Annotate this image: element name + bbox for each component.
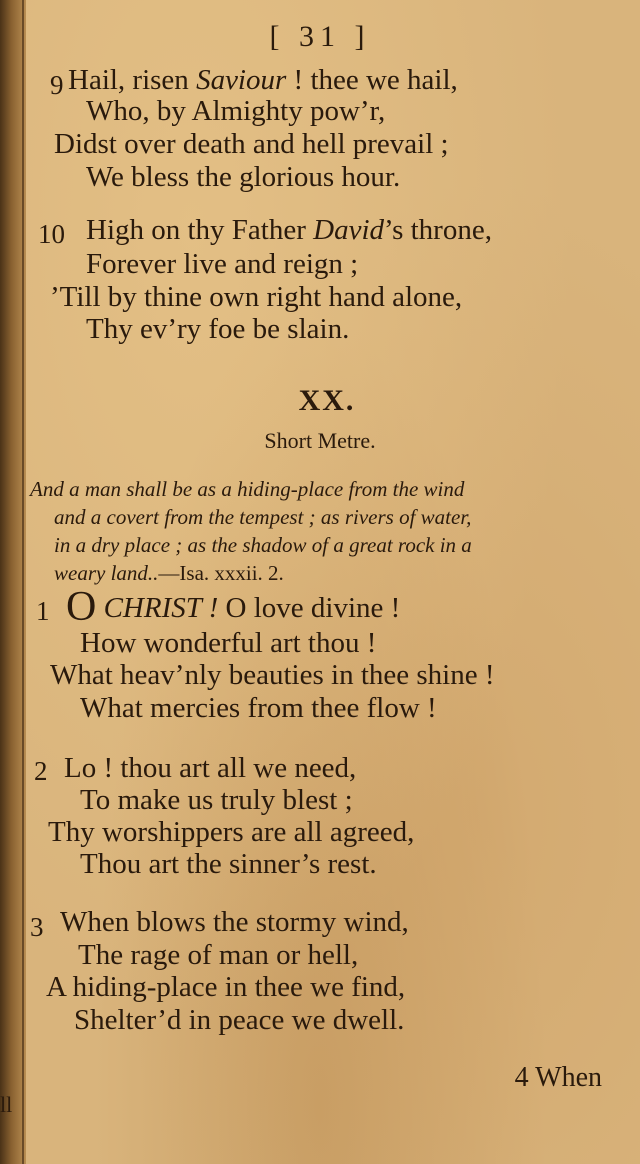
- stanza-line: How wonderful art thou !: [80, 627, 377, 659]
- line-text: Hail, risen: [68, 64, 197, 96]
- stanza-line: Didst over death and hell prevail ;: [54, 128, 449, 160]
- hymn-title: XX.: [298, 384, 356, 417]
- line-text: ! thee we hail,: [286, 64, 458, 96]
- epigraph-line: And a man shall be as a hiding-place from the wind: [30, 477, 465, 501]
- stanza-line: Lo ! thou art all we need,: [64, 752, 357, 784]
- stanza-line: Shelter’d in peace we dwell.: [74, 1004, 405, 1036]
- stanza-number: 1: [36, 596, 50, 626]
- stanza-line: Forever live and reign ;: [86, 248, 359, 280]
- stanza-line: What mercies from thee flow !: [80, 692, 437, 724]
- stanza-line: [66, 586, 400, 628]
- drop-letter: O: [66, 584, 97, 630]
- stanza-number: 10: [38, 219, 65, 249]
- stanza-line: To make us truly blest ;: [80, 784, 353, 816]
- epigraph-line: in a dry place ; as the shadow of a great rock in a: [54, 532, 472, 557]
- line-text: High on thy Father: [86, 214, 314, 246]
- line-text: ’s throne,: [384, 214, 492, 246]
- stanza-line: Thy ev’ry foe be slain.: [86, 313, 350, 345]
- stanza-line: [86, 216, 492, 245]
- page-binding-line: [22, 0, 24, 1164]
- stanza-line: A hiding-place in thee we find,: [46, 971, 406, 1003]
- hymn-meter: Short Metre.: [264, 428, 376, 453]
- stanza-line: We bless the glorious hour.: [86, 161, 401, 193]
- epigraph-line: [30, 560, 620, 588]
- stanza-line: The rage of man or hell,: [78, 939, 359, 971]
- stanza-line: ’Till by thine own right hand alone,: [50, 281, 463, 313]
- edge-mark: ll: [0, 1092, 13, 1117]
- epigraph: [30, 476, 620, 588]
- epigraph-text: weary land..: [54, 560, 159, 585]
- stanza-line: Who, by Almighty pow’r,: [86, 95, 386, 127]
- stanza-line: Thou art the sinner’s rest.: [80, 848, 377, 880]
- stanza-line: [68, 66, 458, 95]
- stanza-number: 9: [50, 70, 64, 100]
- stanza-line: Thy worshippers are all agreed,: [48, 816, 415, 848]
- scripture-reference: —Isa. xxxii. 2.: [158, 560, 284, 585]
- stanza-number: 3: [30, 912, 44, 942]
- epigraph-line: and a covert from the tempest ; as rivers of water,: [54, 504, 472, 529]
- line-italic-name: David: [313, 214, 385, 246]
- page-number: [ 31 ]: [269, 20, 371, 53]
- stanza-number: 2: [34, 756, 48, 786]
- line-text: O love divine !: [218, 592, 401, 624]
- line-italic-name: CHRIST !: [96, 592, 219, 624]
- line-italic-name: Saviour: [196, 64, 287, 96]
- catchword: 4 When: [514, 1062, 602, 1093]
- stanza-line: When blows the stormy wind,: [60, 906, 409, 938]
- stanza-line: What heav’nly beauties in thee shine !: [50, 659, 495, 691]
